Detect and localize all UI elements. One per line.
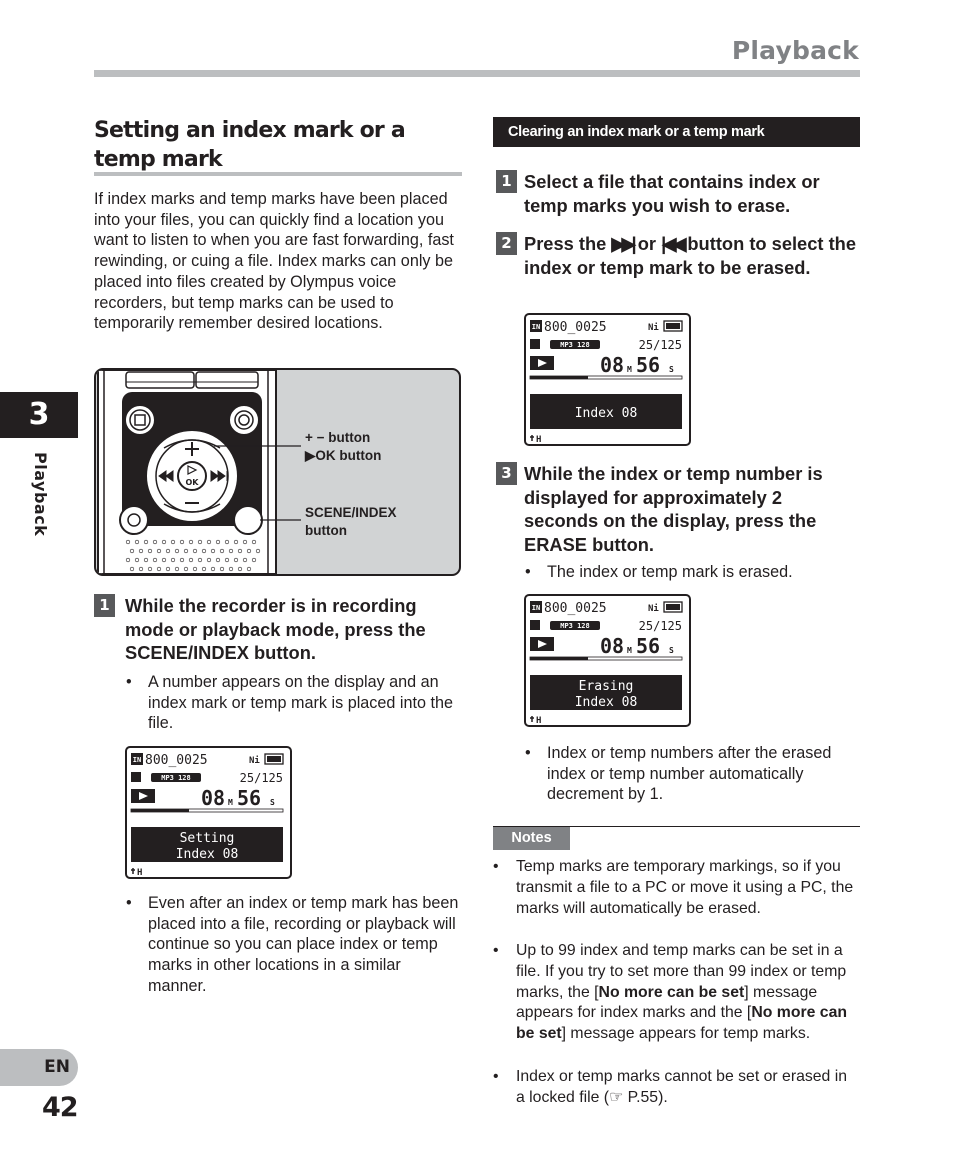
hold-icon — [131, 868, 135, 874]
file-count: 25/125 — [239, 771, 283, 785]
lcd-screen — [127, 748, 290, 877]
note-text: Index or temp marks cannot be set or erased in a locked file (☞ P.55). — [516, 1068, 848, 1106]
file-name: 800_0025 — [544, 320, 607, 335]
bullet-text: The index or temp mark is erased. — [547, 563, 793, 581]
fast-forward-icon: ▶▶| — [611, 233, 633, 254]
step-number: 3 — [496, 462, 517, 485]
lcd-display-setting — [125, 746, 292, 879]
list-item — [126, 893, 460, 997]
chapter-number: 3 — [0, 392, 78, 438]
time-minutes: 08 — [600, 634, 625, 658]
lock-icon — [530, 620, 540, 630]
bullet-dot: • — [525, 563, 531, 581]
file-count: 25/125 — [638, 338, 682, 352]
page-number: 42 — [42, 1092, 78, 1123]
time-minutes-unit: M — [627, 646, 632, 655]
bullet-dot: • — [493, 1068, 499, 1085]
progress-fill — [131, 809, 189, 812]
note-text: ] message appears for index marks and the [ — [516, 983, 818, 1022]
intro-paragraph: If index marks and temp marks have been placed into your files, you can quickly find a location you want to listen to when you are fast forwarding, fast rewinding, or cuing a file. Index marks can only be placed into files created by Olympus voice recorders, but temp marks can be used to temporarily remember desired locations. — [94, 190, 454, 333]
language-badge: EN — [0, 1049, 78, 1086]
bullet-text: Index or temp numbers after the erased index or temp number automatically decrement by 1. — [547, 744, 832, 804]
hold-icon — [530, 435, 534, 441]
note-text: Up to 99 index and temp marks can be set in a file. If you try to set more than 99 index or temp marks, the [ — [516, 942, 847, 1001]
recorder-drawing — [96, 370, 459, 574]
step-text-part: or — [632, 233, 662, 254]
step-text-part: button to select the index or temp mark to be erased. — [524, 233, 856, 278]
progress-fill — [530, 657, 588, 660]
note-text: ] message appears for temp marks. — [561, 1025, 811, 1043]
hold-label: H — [137, 868, 143, 877]
lcd-display-erasing — [524, 594, 691, 727]
time-seconds-unit: S — [270, 798, 275, 807]
message-line2: Index 08 — [574, 695, 638, 710]
time-seconds-unit: S — [669, 646, 674, 655]
step-text: While the index or temp number is displayed for approximately 2 seconds on the display, press the ERASE button. — [524, 463, 823, 555]
bullet-text: A number appears on the display and an index mark or temp mark is placed into the file. — [148, 673, 453, 733]
step-number: 1 — [496, 170, 517, 193]
message-line2: Index 08 — [175, 847, 239, 862]
note-item — [493, 857, 856, 919]
format-label: MP3 128 — [161, 774, 191, 782]
time-minutes-unit: M — [627, 365, 632, 374]
file-name: 800_0025 — [544, 601, 607, 616]
message-text: No more can be set — [598, 983, 745, 1001]
step-text: While the recorder is in recording mode or playback mode, press the SCENE/INDEX button. — [125, 595, 426, 663]
folder-label: IN — [531, 323, 541, 331]
hold-label: H — [536, 435, 542, 444]
lcd-screen — [526, 596, 689, 725]
note-text: Temp marks are temporary markings, so if you transmit a file to a PC or move it using a PC, the marks will automatically be erased. — [516, 858, 854, 917]
file-name: 800_0025 — [145, 753, 208, 768]
folder-label: IN — [531, 604, 541, 612]
list-item — [126, 672, 460, 734]
step-text: Select a file that contains index or temp marks you wish to erase. — [524, 171, 820, 216]
bullet-dot: • — [525, 744, 531, 762]
time-minutes: 08 — [201, 786, 226, 810]
folder-label: IN — [132, 756, 142, 764]
step-number: 2 — [496, 232, 517, 255]
subsection-title-bar: Clearing an index mark or a temp mark — [493, 117, 860, 147]
message-line1: Setting — [179, 831, 235, 846]
section-title: Setting an index mark or a temp mark — [94, 118, 405, 172]
notes-tab: Notes — [493, 827, 570, 850]
lock-icon — [530, 339, 540, 349]
bullet-dot: • — [493, 858, 499, 875]
callout-scene-index-line1: SCENE/INDEX — [305, 505, 397, 520]
time-seconds: 56 — [636, 353, 661, 377]
battery-type: Ni — [249, 756, 260, 766]
progress-fill — [530, 376, 588, 379]
format-label: MP3 128 — [560, 622, 590, 630]
page-header-title: Playback — [731, 36, 859, 65]
battery-fill — [267, 756, 281, 762]
lock-icon — [131, 772, 141, 782]
note-item — [493, 1067, 856, 1109]
chapter-side-label — [31, 452, 53, 537]
bullet-dot: • — [493, 942, 499, 959]
time-minutes: 08 — [600, 353, 625, 377]
time-seconds-unit: S — [669, 365, 674, 374]
battery-fill — [666, 604, 680, 610]
list-item — [525, 743, 837, 805]
battery-type: Ni — [648, 323, 659, 333]
ok-label: OK — [185, 478, 199, 487]
step-number: 1 — [94, 594, 115, 617]
callout-ok-button: ▶OK button — [305, 448, 382, 463]
format-label: MP3 128 — [560, 341, 590, 349]
battery-type: Ni — [648, 604, 659, 614]
step-text-part: Press the — [524, 233, 612, 254]
rewind-icon: |◀◀ — [661, 233, 683, 254]
header-rule — [94, 70, 860, 77]
callout-plus-minus-button: + − button — [305, 430, 371, 445]
recorder-illustration — [94, 368, 461, 576]
section-rule — [94, 172, 462, 176]
bullet-dot: • — [126, 673, 132, 691]
hold-label: H — [536, 716, 542, 725]
battery-fill — [666, 323, 680, 329]
lcd-display-index — [524, 313, 691, 446]
message-line2: Index 08 — [574, 406, 638, 421]
list-item — [525, 562, 859, 583]
chapter-label-text: Playback — [31, 452, 50, 537]
message-line1: Erasing — [578, 679, 634, 694]
callout-scene-index-line2: button — [305, 523, 347, 538]
bullet-dot: • — [126, 894, 132, 912]
note-item — [493, 941, 856, 1045]
time-seconds: 56 — [237, 786, 262, 810]
hold-icon — [530, 716, 534, 722]
bullet-text: Even after an index or temp mark has been placed into a file, recording or playback will continue so you can place index or temp marks in other locations in a similar manner. — [148, 894, 459, 995]
time-seconds: 56 — [636, 634, 661, 658]
message-text: No more can be set — [516, 1004, 848, 1043]
time-minutes-unit: M — [228, 798, 233, 807]
step-text — [524, 232, 860, 279]
file-count: 25/125 — [638, 619, 682, 633]
lcd-screen — [526, 315, 689, 444]
